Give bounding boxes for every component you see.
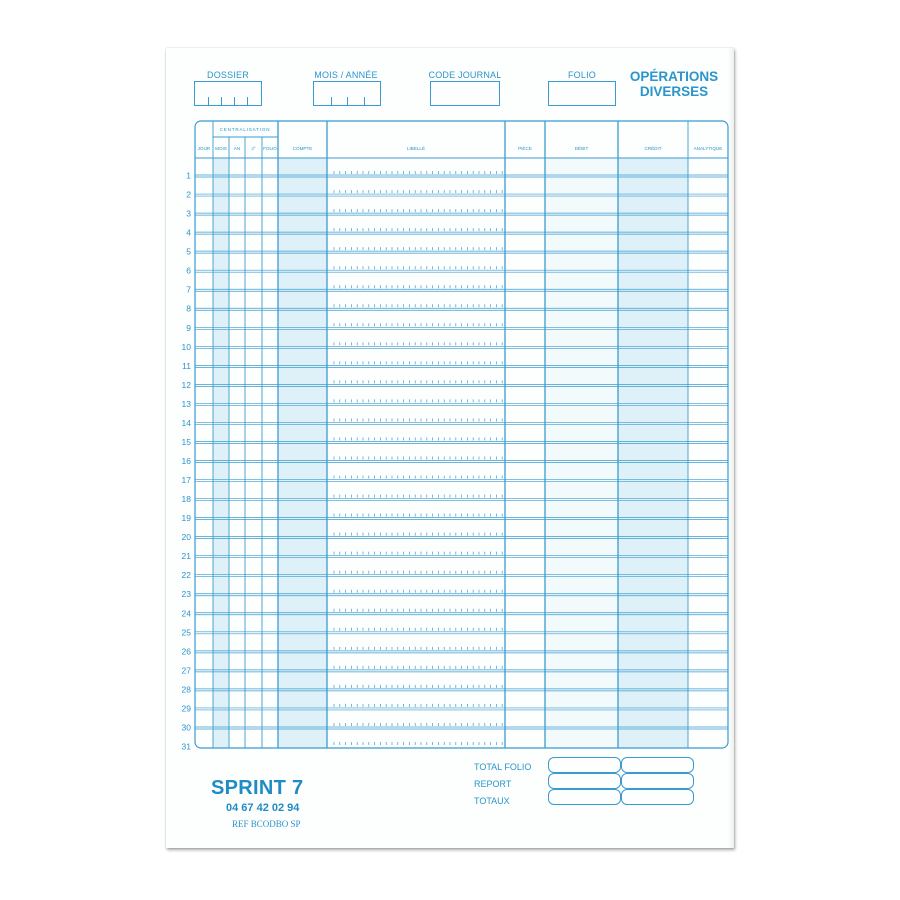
row-number: 24 [181, 608, 191, 619]
column-header: ANALYTIQUE [693, 146, 723, 151]
row-number: 8 [186, 303, 191, 314]
row-number: 13 [181, 398, 191, 409]
row-number: 22 [181, 570, 191, 581]
row-number: 16 [181, 456, 191, 466]
shaded-columns [213, 158, 688, 748]
column-headers [198, 145, 723, 151]
row-number: 10 [181, 341, 191, 352]
dossier-label: DOSSIER [207, 70, 249, 80]
row-number: 28 [181, 684, 191, 695]
column-header: DÉBIT [574, 146, 589, 151]
column-header: FOLIO [263, 146, 277, 151]
row-number: 15 [181, 436, 191, 447]
row-number: 27 [181, 665, 191, 676]
row-number: 11 [182, 360, 191, 371]
row-number: 4 [186, 227, 191, 238]
row-number: 2 [186, 189, 191, 200]
shaded-column [213, 158, 229, 748]
row-number: 18 [181, 494, 191, 505]
row-number: 9 [186, 322, 191, 333]
row-number: 19 [181, 513, 191, 524]
brand-phone: 04 67 42 02 94 [226, 802, 300, 814]
row-number: 5 [186, 246, 191, 257]
row-number: 17 [181, 475, 191, 486]
row-number: 7 [186, 284, 191, 295]
form-reference: REF BCODBO SP [232, 819, 301, 829]
libelle-ticks [334, 171, 502, 745]
totaux-credit-box[interactable] [621, 789, 694, 805]
row-number: 26 [181, 646, 191, 657]
row-number: 30 [181, 722, 191, 733]
brand-name: SPRINT 7 [211, 777, 304, 799]
row-number: 31 [181, 741, 191, 752]
column-header: COMPTE [292, 146, 313, 151]
totaux-debit-box[interactable] [548, 789, 621, 805]
title-line-1: OPÉRATIONS [629, 69, 719, 84]
row-numbers [182, 171, 192, 752]
column-header: LIBELLÉ [406, 146, 426, 151]
mois-annee-label: MOIS / ANNÉE [314, 70, 378, 80]
column-header: JOUR [197, 146, 211, 151]
folio-label: FOLIO [567, 70, 596, 80]
code-journal-label: CODE JOURNAL [428, 70, 502, 80]
total-folio-debit-box[interactable] [548, 757, 621, 773]
column-header: CRÉDIT [644, 146, 662, 151]
report-label: REPORT [474, 779, 512, 789]
row-number: 25 [181, 627, 191, 638]
row-number: 6 [186, 265, 191, 276]
centralisation-label: CENTRALISATION [219, 127, 271, 132]
row-number: 23 [181, 589, 191, 600]
shaded-column [618, 158, 688, 748]
row-number: 20 [181, 532, 191, 543]
row-number: 14 [181, 417, 191, 428]
row-number: 21 [181, 551, 191, 562]
row-number: 1 [186, 170, 191, 181]
shaded-column [278, 158, 327, 748]
totaux-label: TOTAUX [474, 796, 510, 806]
total-folio-credit-box[interactable] [621, 757, 694, 773]
total-folio-label: TOTAL FOLIO [474, 762, 532, 772]
row-number: 12 [181, 379, 191, 390]
column-header: J° [251, 146, 256, 151]
column-header: AN [233, 146, 241, 151]
title-line-2: DIVERSES [639, 84, 709, 99]
report-debit-box[interactable] [548, 773, 621, 789]
row-number: 3 [186, 208, 191, 219]
row-number: 29 [181, 703, 191, 714]
column-header: PIÈCE [518, 146, 532, 151]
shaded-column [545, 158, 618, 748]
column-header: MOIS [215, 146, 227, 151]
report-credit-box[interactable] [621, 773, 694, 789]
